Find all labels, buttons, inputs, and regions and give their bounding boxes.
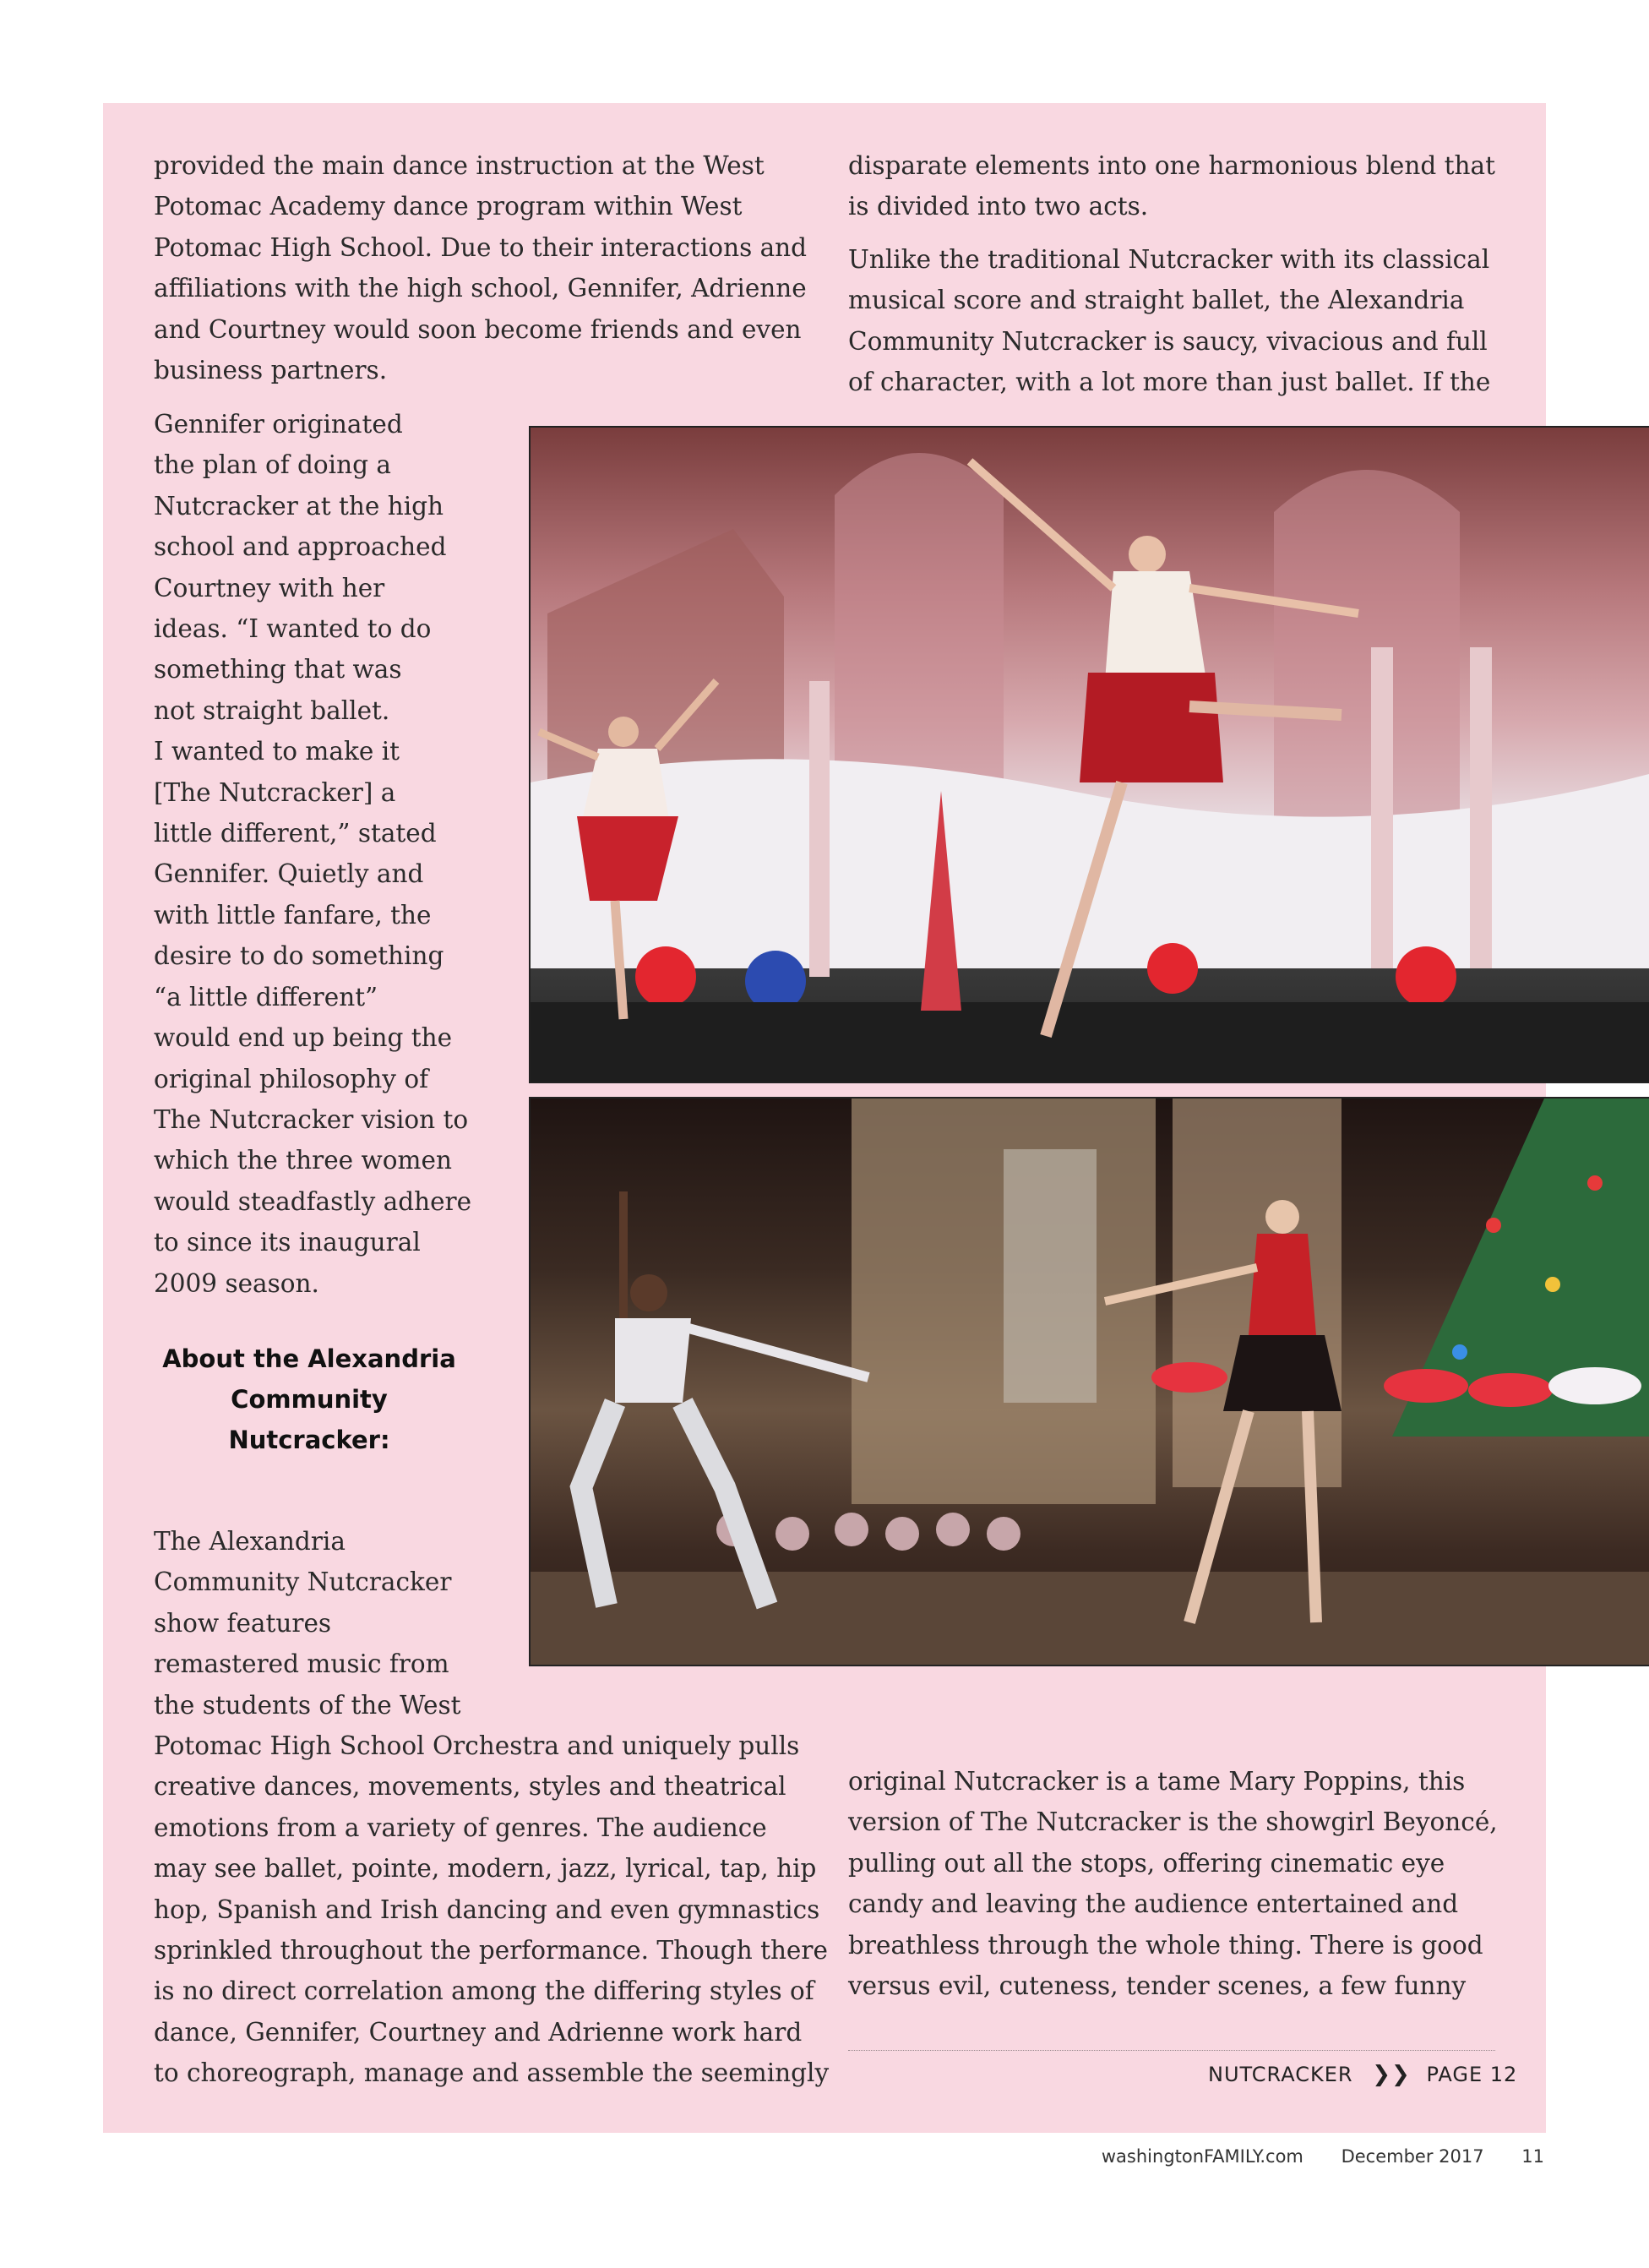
text-line: dance, Gennifer, Courtney and Adrienne work hard <box>154 2017 803 2047</box>
text-line: ideas. “I wanted to do <box>154 614 432 644</box>
text-line: business partners. <box>154 356 388 385</box>
text-line: is no direct correlation among the differing styles of <box>154 1976 814 2006</box>
text-line: Community Nutcracker is saucy, vivacious and full <box>848 326 1488 356</box>
paragraph <box>154 145 813 390</box>
text-line: creative dances, movements, styles and theatrical <box>154 1772 786 1802</box>
text-line: pulling out all the stops, offering cinematic eye <box>848 1848 1445 1878</box>
text-line: to since its inaugural <box>154 1228 421 1257</box>
text-line: the students of the West <box>154 1690 461 1720</box>
text-line: Courtney with her <box>154 573 385 602</box>
section-heading <box>155 1338 463 1460</box>
text-line: Potomac High School. Due to their interactions and <box>154 232 808 262</box>
text-line: provided the main dance instruction at the West <box>154 151 765 180</box>
col1-top-paragraph <box>154 145 813 390</box>
stage-scene-illustration <box>531 1099 1649 1665</box>
text-line: is divided into two acts. <box>848 192 1149 221</box>
text-line: versus evil, cuteness, tender scenes, a few funny <box>848 1971 1467 2001</box>
contemporary-dance-photo <box>529 1097 1649 1666</box>
text-line: candy and leaving the audience entertained and <box>848 1889 1459 1919</box>
text-line: Unlike the traditional Nutcracker with its classical <box>848 244 1490 274</box>
text-line: affiliations with the high school, Gennifer, Adrienne <box>154 274 807 303</box>
text-line: [The Nutcracker] a <box>154 777 396 807</box>
heading-line: Community <box>231 1385 388 1414</box>
text-line: and Courtney would soon become friends and even <box>154 314 802 344</box>
footer-date: December 2017 <box>1341 2146 1484 2167</box>
text-line: Gennifer originated <box>154 410 403 439</box>
text-line: emotions from a variety of genres. The audience <box>154 1813 767 1842</box>
text-line: little different,” stated <box>154 819 437 848</box>
text-line: Potomac High School Orchestra and uniquely pulls <box>154 1731 800 1761</box>
paragraph <box>154 404 517 1304</box>
ballet-dancers-photo <box>529 426 1649 1083</box>
text-line: hop, Spanish and Irish dancing and even gymnastics <box>154 1895 820 1924</box>
text-line: The Alexandria <box>154 1527 346 1556</box>
text-line: sprinkled throughout the performance. Though there <box>154 1936 828 1965</box>
footer-site: washingtonFAMILY.com <box>1101 2146 1303 2167</box>
heading-line: About the Alexandria <box>162 1344 456 1373</box>
text-line: “a little different” <box>154 982 378 1011</box>
text-line: not straight ballet. <box>154 695 390 725</box>
footer-page-number: 11 <box>1521 2146 1544 2167</box>
jump-page: PAGE 12 <box>1426 2063 1518 2086</box>
text-line: with little fanfare, the <box>154 900 432 930</box>
text-line: disparate elements into one harmonious blend that <box>848 151 1495 180</box>
text-line: the plan of doing a <box>154 450 391 480</box>
page-footer <box>1102 2146 1544 2167</box>
col2-top <box>848 145 1507 402</box>
text-line: I wanted to make it <box>154 737 400 766</box>
divider-rule <box>848 2050 1495 2051</box>
ballet-scene-illustration <box>531 428 1649 1082</box>
text-line: to choreograph, manage and assemble the seemingly <box>154 2058 830 2088</box>
text-line: would end up being the <box>154 1023 453 1053</box>
text-line: remastered music from <box>154 1649 449 1679</box>
text-line: breathless through the whole thing. There is good <box>848 1930 1483 1960</box>
paragraph <box>848 145 1507 227</box>
continued-on-link[interactable] <box>1208 2062 1517 2087</box>
double-chevron-right-icon: ❯❯ <box>1372 2062 1411 2087</box>
text-line: original Nutcracker is a tame Mary Poppins, this <box>848 1767 1466 1796</box>
text-line: would steadfastly adhere <box>154 1186 472 1216</box>
text-line: desire to do something <box>154 941 444 971</box>
text-line: musical score and straight ballet, the Alexandria <box>848 286 1465 315</box>
text-line: Potomac Academy dance program within West <box>154 192 743 221</box>
jump-label: NUTCRACKER <box>1208 2063 1353 2086</box>
text-line: of character, with a lot more than just ballet. If the <box>848 368 1491 397</box>
text-line: may see ballet, pointe, modern, jazz, lyrical, tap, hip <box>154 1854 817 1884</box>
col1-narrow-paragraph <box>154 404 517 1304</box>
text-line: version of The Nutcracker is the showgirl Beyoncé, <box>848 1807 1498 1837</box>
text-line: show features <box>154 1608 332 1638</box>
heading-line: Nutcracker: <box>228 1426 390 1454</box>
text-line: Nutcracker at the high <box>154 491 444 521</box>
text-line: The Nutcracker vision to <box>154 1104 469 1134</box>
text-line: Gennifer. Quietly and <box>154 859 424 889</box>
col2-bottom <box>848 1761 1507 2006</box>
text-line: Community Nutcracker <box>154 1567 452 1597</box>
paragraph <box>848 239 1507 403</box>
text-line: something that was <box>154 655 402 684</box>
text-line: school and approached <box>154 532 447 562</box>
text-line: original philosophy of <box>154 1064 429 1093</box>
text-line: which the three women <box>154 1146 452 1175</box>
text-line: 2009 season. <box>154 1268 319 1298</box>
paragraph <box>848 1761 1507 2006</box>
